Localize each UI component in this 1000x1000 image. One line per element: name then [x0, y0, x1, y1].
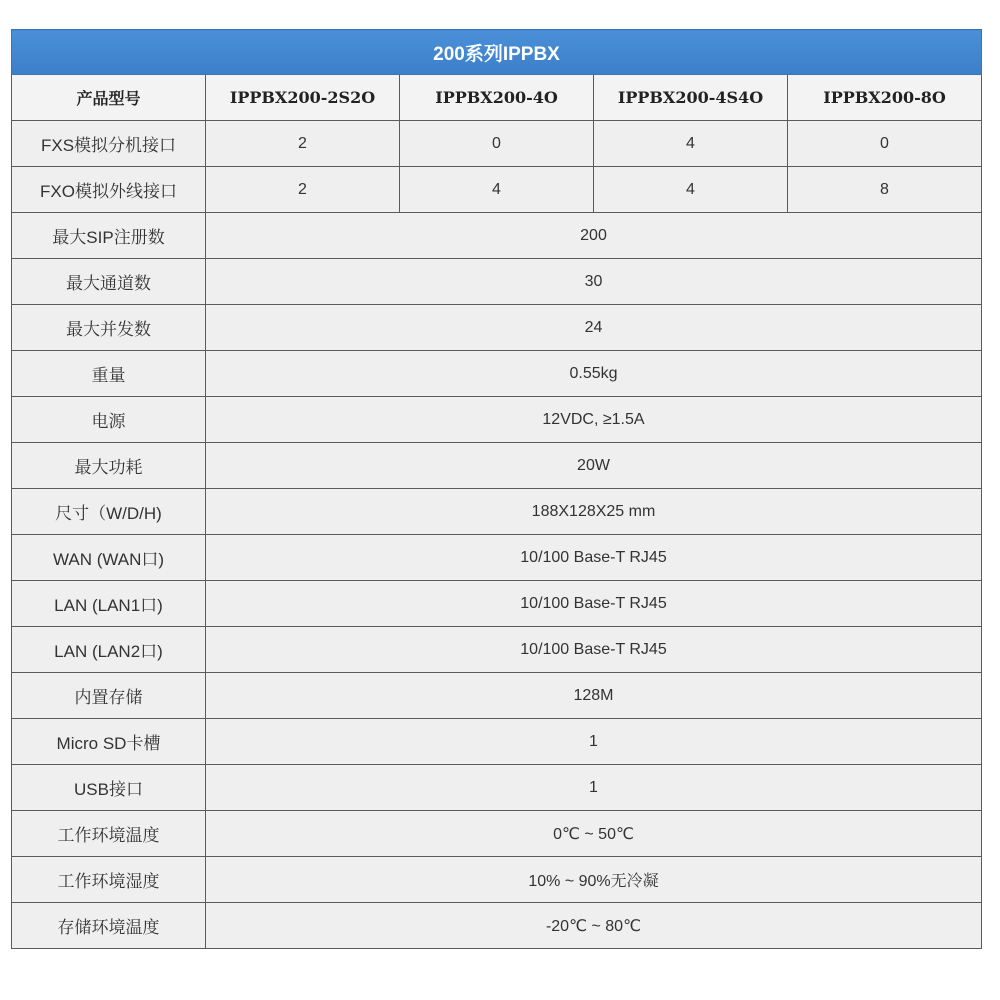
row-label: 最大通道数: [12, 259, 206, 305]
row-value: 4: [594, 121, 788, 167]
row-value: 0.55kg: [206, 351, 982, 397]
row-value: 188X128X25 mm: [206, 489, 982, 535]
spec-table: [11, 29, 982, 949]
table-row: [12, 581, 982, 627]
table-row: [12, 397, 982, 443]
table-row: [12, 121, 982, 167]
row-label: 尺寸（W/D/H): [12, 489, 206, 535]
row-label: 内置存储: [12, 673, 206, 719]
row-value: 1: [206, 719, 982, 765]
row-label: 重量: [12, 351, 206, 397]
table-row: [12, 167, 982, 213]
row-label: 存储环境温度: [12, 903, 206, 949]
table-row: [12, 213, 982, 259]
row-label: LAN (LAN1口): [12, 581, 206, 627]
row-label: 最大功耗: [12, 443, 206, 489]
row-label: 最大并发数: [12, 305, 206, 351]
row-value: 8: [788, 167, 982, 213]
row-value: 2: [206, 121, 400, 167]
table-row: [12, 903, 982, 949]
table-row: [12, 765, 982, 811]
table-row: [12, 811, 982, 857]
row-value: 24: [206, 305, 982, 351]
row-value: 2: [206, 167, 400, 213]
table-row: [12, 857, 982, 903]
row-value: 30: [206, 259, 982, 305]
table-row: [12, 259, 982, 305]
row-label: 最大SIP注册数: [12, 213, 206, 259]
row-value: 20W: [206, 443, 982, 489]
row-label: FXO模拟外线接口: [12, 167, 206, 213]
table-row: [12, 627, 982, 673]
table-row: [12, 535, 982, 581]
row-label: 电源: [12, 397, 206, 443]
row-value: 10% ~ 90%无冷凝: [206, 857, 982, 903]
table-row: [12, 719, 982, 765]
table-row: [12, 305, 982, 351]
row-label: Micro SD卡槽: [12, 719, 206, 765]
row-label: WAN (WAN口): [12, 535, 206, 581]
row-label: 工作环境湿度: [12, 857, 206, 903]
row-label: FXS模拟分机接口: [12, 121, 206, 167]
row-label: LAN (LAN2口): [12, 627, 206, 673]
row-value: 10/100 Base-T RJ45: [206, 535, 982, 581]
table-row: [12, 673, 982, 719]
row-value: 12VDC, ≥1.5A: [206, 397, 982, 443]
table-title: 200系列IPPBX: [12, 30, 982, 75]
table-row: [12, 351, 982, 397]
row-value: -20℃ ~ 80℃: [206, 903, 982, 949]
model-name: IPPBX200-4S4O: [594, 75, 788, 121]
row-value: 10/100 Base-T RJ45: [206, 581, 982, 627]
model-header-row: [12, 75, 982, 121]
table-title-row: [12, 30, 982, 75]
row-value: 0℃ ~ 50℃: [206, 811, 982, 857]
model-name: IPPBX200-4O: [400, 75, 594, 121]
row-value: 0: [788, 121, 982, 167]
row-value: 0: [400, 121, 594, 167]
model-name: IPPBX200-2S2O: [206, 75, 400, 121]
row-value: 200: [206, 213, 982, 259]
model-header-label: 产品型号: [12, 75, 206, 121]
row-value: 4: [400, 167, 594, 213]
row-value: 4: [594, 167, 788, 213]
row-label: 工作环境温度: [12, 811, 206, 857]
row-value: 10/100 Base-T RJ45: [206, 627, 982, 673]
row-value: 128M: [206, 673, 982, 719]
row-label: USB接口: [12, 765, 206, 811]
table-row: [12, 443, 982, 489]
table-row: [12, 489, 982, 535]
model-name: IPPBX200-8O: [788, 75, 982, 121]
row-value: 1: [206, 765, 982, 811]
